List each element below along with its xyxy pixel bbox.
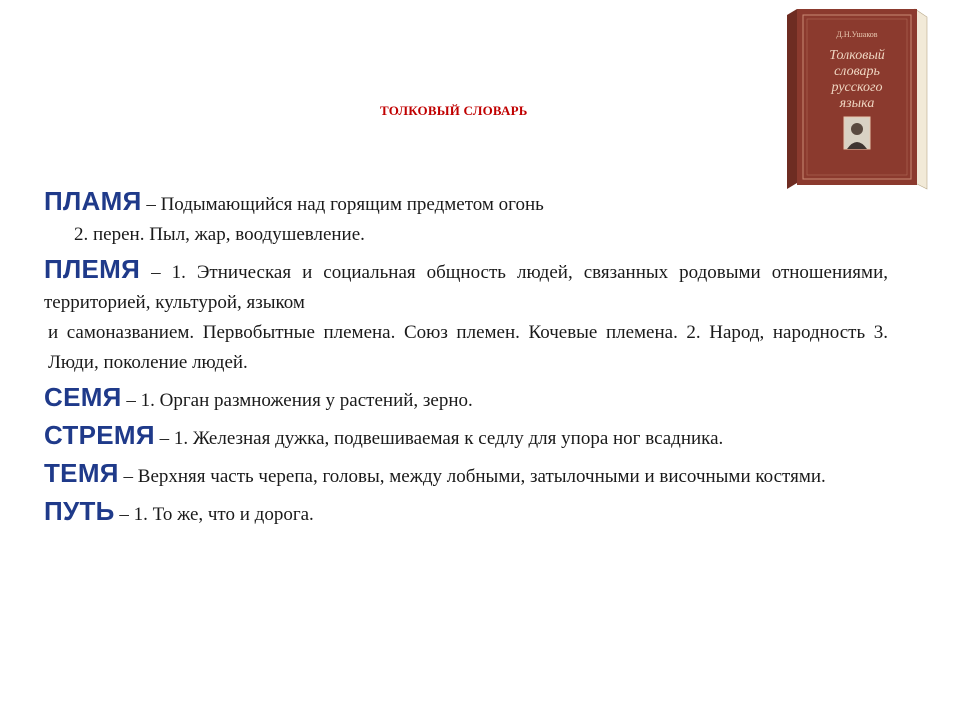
entry-definition-line: 2. перен. Пыл, жар, воодушевление. [74,224,365,245]
entry-definition-continued: и самоназванием. Первобытные племена. Союз племен. Кочевые племена. 2. Народ, народность 3. Люди, поколение людей. [48,322,888,373]
book-title-line: Толковый [829,48,885,63]
entry-definition: – Подымающийся над горящим предметом огонь [141,194,544,215]
entry-definition: – Верхняя часть черепа, головы, между лобными, затылочными и височными костями. [118,466,826,487]
book-title-line: языка [839,96,875,111]
dictionary-entry [44,382,888,416]
dictionary-entry [44,254,888,378]
book-author: Д.Н.Ушаков [836,30,878,39]
entry-definition: – 1. Железная дужка, подвешиваемая к седлу для упора ног всадника. [154,428,724,449]
entry-term: СЕМЯ [44,382,122,412]
book-title-line: русского [831,80,883,95]
entry-term: ТЕМЯ [44,458,119,488]
entry-term: СТРЕМЯ [44,420,155,450]
entry-definition: – 1. Этническая и социальная общность людей, связанных родовыми отношениями, территорией, культурой, языком [44,262,888,313]
entry-term: ПЛАМЯ [44,186,142,216]
dictionary-book-cover-image [787,5,935,191]
page-title: ТОЛКОВЫЙ СЛОВАРЬ [380,103,528,118]
entry-term: ПУТЬ [44,496,115,526]
dictionary-entries [44,186,888,530]
entry-term: ПЛЕМЯ [44,254,141,284]
book-title-line: словарь [834,64,880,79]
dictionary-entry [44,420,888,454]
entry-definition: – 1. Орган размножения у растений, зерно. [121,390,473,411]
entry-definition: – 1. То же, что и дорога. [114,504,314,525]
dictionary-entry [44,186,888,250]
dictionary-entry [44,458,888,492]
dictionary-entry [44,496,888,530]
